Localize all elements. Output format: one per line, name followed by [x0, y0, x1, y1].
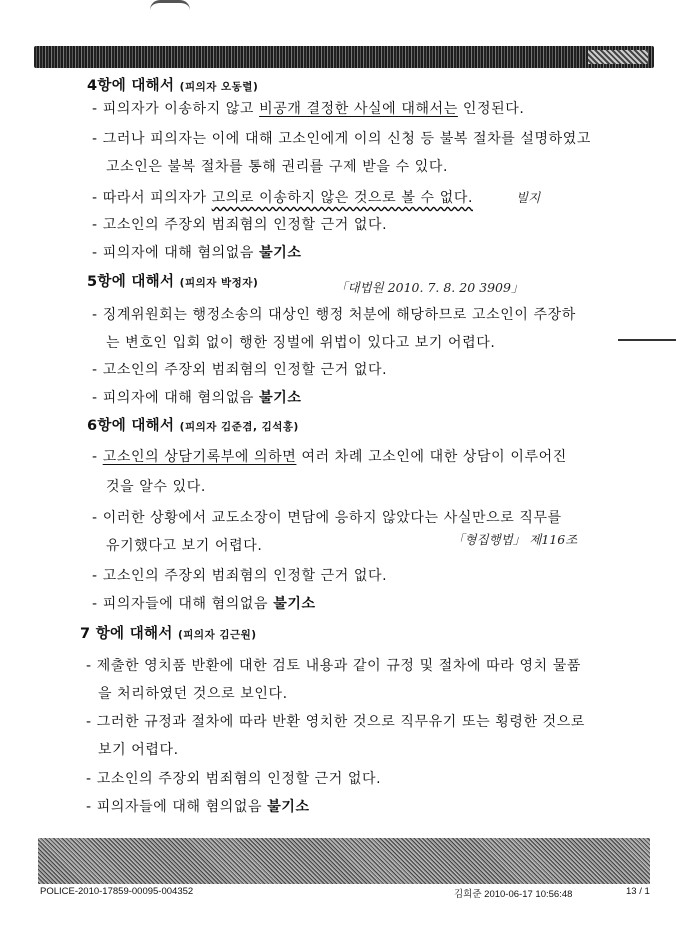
handwritten-note-2: 「대법원 2010. 7. 8. 20 3909」 — [335, 280, 524, 295]
section-6-line-4: 유기했다고 보기 어렵다. — [106, 538, 263, 554]
section-4-line-4: - 따라서 피의자가 고의로 이송하지 않은 것으로 볼 수 없다. — [92, 190, 474, 206]
section-7-line-5: - 고소인의 주장외 범죄혐의 인정할 근거 없다. — [86, 771, 382, 787]
section-5-line-2: 는 변호인 입회 없이 행한 징벌에 위법이 있다고 보기 어렵다. — [106, 335, 496, 351]
section-5-line-3: - 고소인의 주장외 범죄혐의 인정할 근거 없다. — [92, 362, 388, 378]
margin-mark — [618, 339, 676, 341]
section-7-line-3: - 그러한 규정과 절차에 따라 반환 영치한 것으로 직무유기 또는 횡령한 것으로 — [86, 714, 586, 730]
section-7-line-2: 을 처리하였던 것으로 보인다. — [98, 686, 288, 702]
section-4-heading: 4항에 대해서 (피의자 오동렬) — [87, 78, 259, 94]
section-4-line-5: - 고소인의 주장외 범죄혐의 인정할 근거 없다. — [92, 217, 388, 233]
section-6-line-2: 것을 알수 있다. — [106, 479, 206, 495]
section-4-line-1: - 피의자가 이송하지 않고 비공개 결정한 사실에 대해서는 인정된다. — [92, 101, 525, 117]
redacted-footer-band — [38, 838, 650, 884]
section-7-line-1: - 제출한 영치품 반환에 대한 검토 내용과 같이 규정 및 절차에 따라 영치 물품 — [86, 658, 582, 674]
section-5-line-1: - 징계위원회는 행정소송의 대상인 행정 처분에 해당하므로 고소인이 주장하 — [92, 307, 576, 323]
section-6-line-6: - 피의자들에 대해 혐의없음 불기소 — [92, 596, 316, 612]
section-6-line-3: - 이러한 상황에서 교도소장이 면담에 응하지 않았다는 사실만으로 직무를 — [92, 510, 562, 526]
section-4-line-3: 고소인은 불복 절차를 통해 권리를 구제 받을 수 있다. — [106, 159, 449, 175]
section-6-line-5: - 고소인의 주장외 범죄혐의 인정할 근거 없다. — [92, 568, 388, 584]
section-6-heading: 6항에 대해서 (피의자 김준겸, 김석홍) — [87, 418, 299, 434]
scan-artifact-top — [150, 0, 190, 11]
handwritten-note-1: 빌지 — [516, 190, 541, 205]
section-4-line-2: - 그러나 피의자는 이에 대해 고소인에게 이의 신청 등 불복 절차를 설명하였고 — [92, 131, 592, 147]
section-7-heading: 7 항에 대해서 (피의자 김근원) — [80, 626, 257, 642]
section-7-line-4: 보기 어렵다. — [98, 742, 179, 758]
page-number: 13 / 1 — [626, 886, 650, 897]
document-id: POLICE-2010-17859-00095-004352 — [40, 886, 194, 897]
section-5-heading: 5항에 대해서 (피의자 박정자) — [87, 274, 259, 290]
print-stamp: 김희준 2010-06-17 10:56:48 — [454, 889, 573, 900]
handwritten-note-3: 「형집행법」 제116조 — [452, 532, 578, 547]
section-5-line-4: - 피의자에 대해 혐의없음 불기소 — [92, 390, 302, 406]
section-6-line-1: - 고소인의 상담기록부에 의하면 여러 차례 고소인에 대한 상담이 이루어진 — [92, 449, 567, 465]
section-4-line-6: - 피의자에 대해 혐의없음 불기소 — [92, 245, 302, 261]
redacted-header-band — [34, 46, 654, 68]
section-7-line-6: - 피의자들에 대해 혐의없음 불기소 — [86, 799, 310, 815]
